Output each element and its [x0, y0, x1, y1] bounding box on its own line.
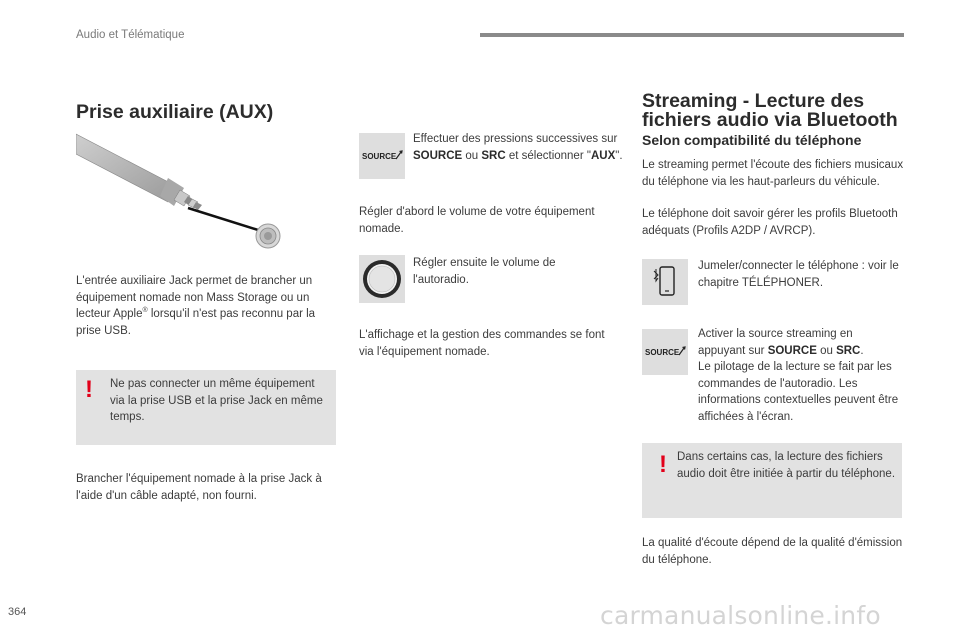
phone-icon [642, 259, 688, 305]
aux-warning-text: Ne pas connecter un même équipement via la prise USB et la prise Jack en même temps. [110, 378, 323, 423]
source-button-icon: SOURCE [359, 133, 405, 179]
display-text: L'affichage et la gestion des commandes se font via l'équipement nomade. [359, 329, 605, 358]
streaming-step2-text: Activer la source streaming en appuyant sur SOURCE ou SRC. Le pilotage de la lecture se fait par les commandes de l'autoradio. Les informations contextuelles peuvent être affichées à l'écran. [698, 328, 899, 423]
jack-plug-icon [76, 134, 202, 210]
warning-icon: ! [659, 451, 667, 478]
streaming-step1-text: Jumeler/connecter le téléphone : voir le chapitre TÉLÉPHONER. [698, 260, 899, 289]
header-rule [480, 33, 904, 37]
volume-knob-icon [359, 255, 405, 303]
streaming-intro-1: Le streaming permet l'écoute des fichiers musicaux du téléphone via les haut-parleurs du véhicule. [642, 159, 904, 188]
aux-socket-icon [256, 224, 280, 248]
aux-step2-text: Régler ensuite le volume de l'autoradio. [413, 257, 556, 286]
section-title-streaming-line1: Streaming - Lecture des [642, 90, 865, 112]
streaming-warning-text: Dans certains cas, la lecture des fichiers audio doit être initiée à partir du téléphone. [677, 451, 896, 480]
watermark: carmanualsonline.info [600, 601, 881, 630]
aux-intro-text: L'entrée auxiliaire Jack permet de brancher un équipement nomade non Mass Storage ou un lecteur Apple® lorsqu'il n'est pas reconnu par la prise USB. [76, 275, 316, 337]
aux-warning-box [76, 370, 336, 445]
quality-text: La qualité d'écoute dépend de la qualité d'émission du téléphone. [642, 537, 903, 566]
page-number: 364 [8, 606, 27, 618]
source-button-icon-2: SOURCE [642, 329, 688, 375]
streaming-intro-2: Le téléphone doit savoir gérer les profils Bluetooth adéquats (Profils A2DP / AVRCP). [642, 208, 898, 237]
aux-step1-text: Effectuer des pressions successives sur SOURCE ou SRC et sélectionner "AUX". [413, 133, 623, 162]
pointer-line [188, 208, 258, 230]
connect-text: Brancher l'équipement nomade à la prise Jack à l'aide d'un câble adapté, non fourni. [76, 473, 322, 502]
streaming-warning-box [642, 443, 902, 518]
header-title: Audio et Télématique [76, 29, 185, 41]
volume-text: Régler d'abord le volume de votre équipement nomade. [359, 206, 595, 235]
jack-illustration [76, 130, 296, 250]
section-title-aux: Prise auxiliaire (AUX) [76, 101, 274, 123]
section-subtitle: Selon compatibilité du téléphone [642, 132, 862, 148]
warning-icon: ! [85, 376, 93, 403]
section-title-streaming-line2: fichiers audio via Bluetooth [642, 109, 898, 131]
